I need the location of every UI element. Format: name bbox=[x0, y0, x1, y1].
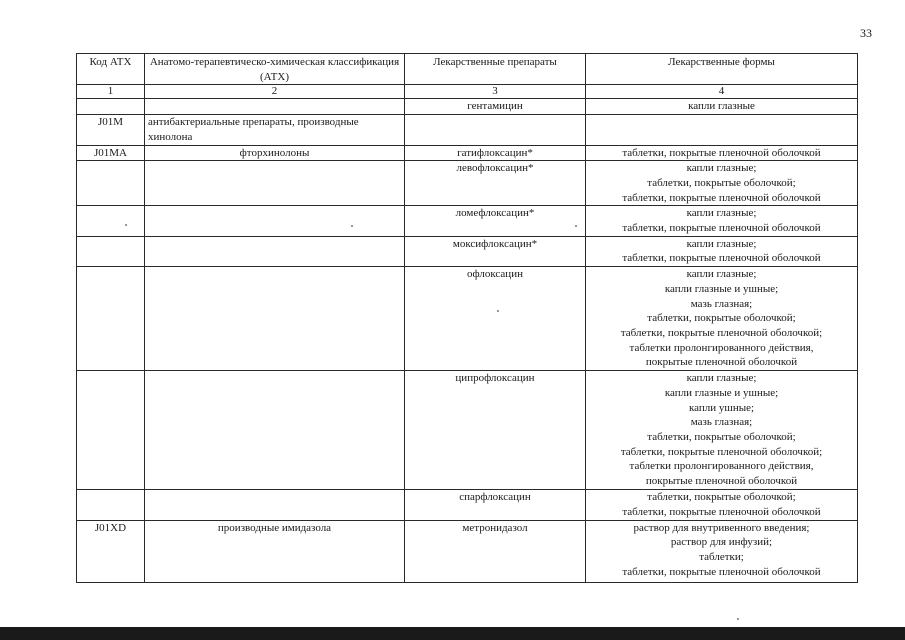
cell-forms bbox=[586, 520, 858, 582]
scan-speck bbox=[351, 225, 353, 227]
column-number: 3 bbox=[405, 85, 586, 99]
cell-drug: метронидазол bbox=[405, 520, 586, 582]
column-number-row bbox=[77, 85, 858, 99]
dosage-form: раствор для внутривенного введения; bbox=[633, 521, 810, 534]
atx-table bbox=[76, 53, 858, 583]
cell-code bbox=[77, 236, 145, 266]
dosage-form: покрытые пленочной оболочкой bbox=[645, 475, 798, 488]
cell-code bbox=[77, 490, 145, 520]
cell-drug: левофлоксацин* bbox=[405, 161, 586, 206]
table-body bbox=[77, 99, 858, 582]
dosage-form: таблетки, покрытые пленочной оболочкой bbox=[622, 222, 821, 235]
page-number: 33 bbox=[860, 26, 872, 40]
cell-drug: ципрофлоксацин bbox=[405, 371, 586, 490]
dosage-form: капли глазные; bbox=[686, 162, 757, 175]
cell-classification bbox=[145, 206, 405, 236]
cell-forms bbox=[586, 267, 858, 371]
table-row bbox=[77, 490, 858, 520]
cell-drug: офлоксацин bbox=[405, 267, 586, 371]
dosage-form: таблетки, покрытые пленочной оболочкой; bbox=[620, 445, 823, 458]
cell-forms bbox=[586, 490, 858, 520]
table-row bbox=[77, 206, 858, 236]
dosage-form: капли глазные и ушные; bbox=[664, 386, 779, 399]
cell-drug: гатифлоксацин* bbox=[405, 145, 586, 161]
dosage-form: покрытые пленочной оболочкой bbox=[645, 356, 798, 369]
scan-speck bbox=[497, 310, 499, 312]
scan-speck bbox=[737, 618, 739, 620]
cell-code bbox=[77, 99, 145, 115]
cell-code: J01MA bbox=[77, 145, 145, 161]
table-row bbox=[77, 371, 858, 490]
cell-code bbox=[77, 371, 145, 490]
dosage-form: капли глазные; bbox=[686, 237, 757, 250]
table-row bbox=[77, 99, 858, 115]
cell-classification bbox=[145, 161, 405, 206]
cell-drug: моксифлоксацин* bbox=[405, 236, 586, 266]
dosage-form: капли глазные; bbox=[686, 207, 757, 220]
cell-classification bbox=[145, 267, 405, 371]
dosage-form: таблетки, покрытые оболочкой; bbox=[647, 312, 796, 325]
cell-drug: ломефлоксацин* bbox=[405, 206, 586, 236]
dosage-form: таблетки, покрытые пленочной оболочкой bbox=[622, 565, 821, 578]
table-row bbox=[77, 267, 858, 371]
dosage-form: таблетки, покрытые оболочкой; bbox=[647, 176, 796, 189]
cell-forms bbox=[586, 115, 858, 145]
cell-forms bbox=[586, 206, 858, 236]
cell-classification bbox=[145, 490, 405, 520]
scan-edge-bar bbox=[0, 627, 905, 640]
dosage-form: таблетки пролонгированного действия, bbox=[629, 460, 814, 473]
dosage-form: таблетки, покрытые пленочной оболочкой; bbox=[620, 326, 823, 339]
dosage-form: капли глазные и ушные; bbox=[664, 282, 779, 295]
dosage-form: таблетки, покрытые пленочной оболочкой bbox=[622, 191, 821, 204]
table-row bbox=[77, 145, 858, 161]
dosage-form: капли глазные; bbox=[686, 372, 757, 385]
cell-forms bbox=[586, 161, 858, 206]
cell-forms bbox=[586, 371, 858, 490]
cell-code bbox=[77, 161, 145, 206]
header-forms: Лекарственные формы bbox=[586, 54, 858, 85]
dosage-form: таблетки, покрытые пленочной оболочкой bbox=[622, 505, 821, 518]
header-drugs: Лекарственные препараты bbox=[405, 54, 586, 85]
dosage-form: мазь глазная; bbox=[690, 416, 753, 429]
header-classification: Анатомо-терапевтическо-химическая классификация (АТХ) bbox=[145, 54, 405, 85]
cell-drug: гентамицин bbox=[405, 99, 586, 115]
dosage-form: мазь глазная; bbox=[690, 297, 753, 310]
scan-speck bbox=[125, 224, 127, 226]
scan-speck bbox=[575, 225, 577, 227]
dosage-form: таблетки; bbox=[699, 550, 744, 563]
cell-forms bbox=[586, 145, 858, 161]
column-number: 2 bbox=[145, 85, 405, 99]
dosage-form: таблетки, покрытые пленочной оболочкой bbox=[622, 146, 821, 159]
table-row bbox=[77, 520, 858, 582]
cell-classification: фторхинолоны bbox=[145, 145, 405, 161]
cell-drug: спарфлоксацин bbox=[405, 490, 586, 520]
dosage-form: раствор для инфузий; bbox=[670, 536, 773, 549]
cell-classification bbox=[145, 99, 405, 115]
table-row bbox=[77, 115, 858, 145]
cell-code bbox=[77, 206, 145, 236]
dosage-form: капли глазные bbox=[688, 100, 755, 113]
column-number: 4 bbox=[586, 85, 858, 99]
dosage-form: таблетки, покрытые оболочкой; bbox=[647, 430, 796, 443]
cell-code bbox=[77, 267, 145, 371]
header-row bbox=[77, 54, 858, 85]
cell-forms bbox=[586, 99, 858, 115]
table-row bbox=[77, 236, 858, 266]
cell-forms bbox=[586, 236, 858, 266]
cell-code: J01M bbox=[77, 115, 145, 145]
cell-drug bbox=[405, 115, 586, 145]
cell-code: J01XD bbox=[77, 520, 145, 582]
dosage-form: капли глазные; bbox=[686, 268, 757, 281]
dosage-form: капли ушные; bbox=[688, 401, 755, 414]
cell-classification: антибактериальные препараты, производные хинолона bbox=[145, 115, 405, 145]
column-number: 1 bbox=[77, 85, 145, 99]
header-code: Код АТХ bbox=[77, 54, 145, 85]
dosage-form: таблетки, покрытые пленочной оболочкой bbox=[622, 252, 821, 265]
dosage-form: таблетки, покрытые оболочкой; bbox=[647, 491, 796, 504]
cell-classification bbox=[145, 236, 405, 266]
cell-classification: производные имидазола bbox=[145, 520, 405, 582]
table-row bbox=[77, 161, 858, 206]
cell-classification bbox=[145, 371, 405, 490]
dosage-form: таблетки пролонгированного действия, bbox=[629, 341, 814, 354]
